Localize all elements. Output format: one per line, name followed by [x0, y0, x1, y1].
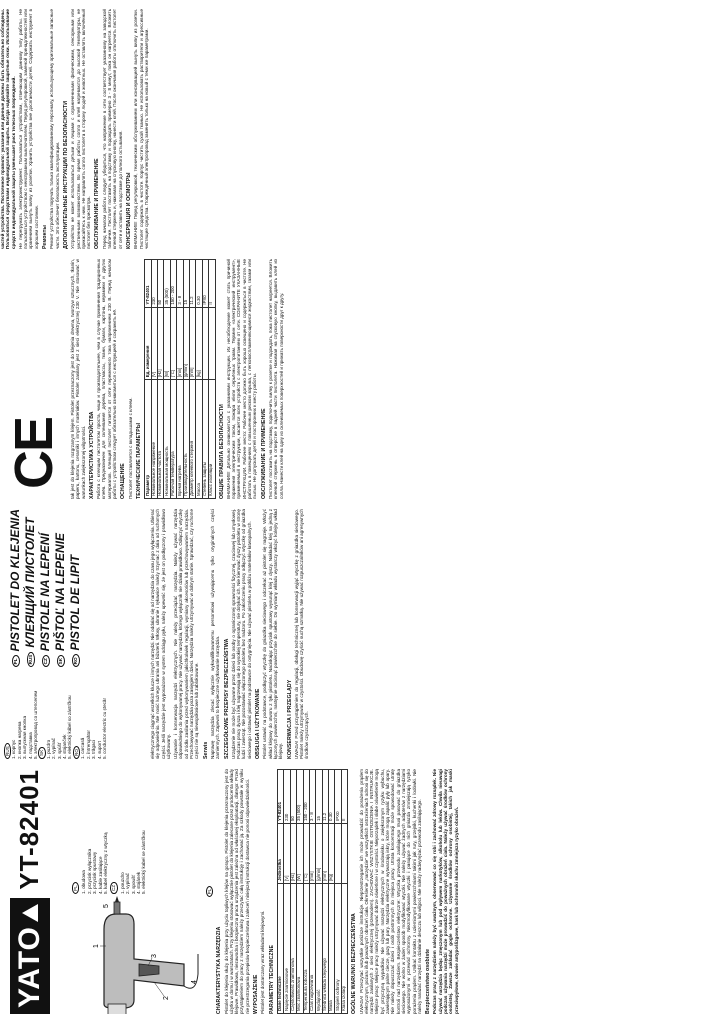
section-text: ВНИМАНИЕ! Детально ознакомиться с указаниями инструкции. Их несоблюдение может стать причиной поражения электрическим током, пожара и/или серьёзных травм. Термин «электрический инструмент», применяемый в инструкции, касается всех устройств с электропитанием от сети. СОХРАНИТЕ УКАЗАННЫЕ ИНСТРУКЦИИ. Рабочее место: Рабочее место должно быть хорошо освещено и содержаться в чистоте. Не работать в помещениях с повышенным риском взрыва, с легковоспламеняющимися жидкостями, газами или пылью. Не допускать детей и посторонних к месту работы.: [225, 259, 258, 499]
svg-text:2: 2: [163, 996, 170, 1000]
titles-block: [0, 509, 150, 759]
part-item: 5. elektrický kabel se zástrčkou: [141, 830, 147, 894]
lang-badge-ru: RUS: [4, 743, 11, 759]
section-title: ОБСЛУЖИВАНИЕ И ПРИМЕНЕНИЕ: [94, 158, 101, 249]
section-text: частей устройства. Постоянное правило: указания или данные должны быть обязательно соблюдены. Пользоваться средствами индивидуальной защиты. Всегда надевайте защитные очки. Использование средств индивидуальной защиты уменьшает риск телесных повреждений.: [0, 9, 16, 249]
spec-table-pl: [277, 769, 348, 1014]
part-item: 2. vypínač: [51, 738, 57, 759]
table-row: Wydajność [g/min] 15: [316, 770, 322, 1014]
section-title: Bezpieczeństwo osobiste: [425, 948, 432, 1014]
part-item: 2. przycisk wyłącznika: [86, 848, 92, 894]
table-row: Moc znamionowa [W] 35 (500): [297, 770, 303, 1014]
svg-text:5: 5: [103, 904, 110, 908]
section-text: Ремонт устройства поручать только квалифицированному персоналу, использующему оригинальные запасные части. Это обеспечит безопасность эксплуатации.: [49, 9, 60, 249]
spec-header: YT-82401: [277, 770, 283, 824]
spec-header: Параметр: [145, 380, 151, 499]
spec-header: Ед. измерения: [145, 307, 151, 380]
part-item: 3. przycisk spustowy: [92, 851, 98, 894]
section-title: PARAMETRY TECHNICZNE: [268, 944, 275, 1014]
lang-badge-pl: PL: [72, 882, 79, 894]
part-item: 1. puzdro: [45, 739, 51, 759]
product-name-pl: PLPISTOLET DO KLEJENIA: [8, 509, 23, 667]
part-item: 4. stojanček: [62, 734, 68, 759]
part-item: 5. conductor electric cu ștecăr: [101, 697, 107, 759]
section-text: Urządzenie nie może być używane przez dzieci lub osoby o ograniczonej sprawności fizycznej, czuciowej lub umysłowej. Podczas pracy dysza i klej nagrzewają się do wysokiej temperatury, nie dotykać ich. Nie kierować dyszy pistoletu w stronę ludzi i zwierząt. Nie pozostawiać włączonego pistoletu bez nadzoru. Po zakończeniu pracy odłączyć wtyczkę od gniazdka sieciowego i odstawić pistolet na podstawce do ostygnięcia. Nie używać pistoletu w pobliżu materiałów łatwopalnych.: [230, 509, 252, 759]
table-row: Napięcie znamionowe [V] 230: [284, 770, 290, 1014]
section-title: SZCZEGÓŁOWE PRZEPISY BEZPIECZEŃSTWA: [223, 638, 230, 759]
product-names: [0, 509, 150, 667]
product-figure: [64, 769, 204, 1014]
section-text: Работа с клеящим пистолетом проста, чище и производительнее, чем в случае применения традиционных клеёв. Предназначен для склеивания дерева, пластмассы, ткани, бумаги, картона, керамики и других материалов. Клеящий пистолет питается от сети переменного тока напряжением 230 В. Перед началом работы с устройством следует обязательно ознакомиться с инструкцией и сохранить её.: [96, 259, 118, 499]
brand-row: [0, 769, 60, 1014]
table-row: Диаметр клеевого стержня [mm] 11.2: [190, 260, 196, 499]
column-polish-cont: [0, 509, 724, 759]
part-item: 2. кнопка нагрева: [16, 721, 22, 759]
parts-legend-ru: [0, 667, 150, 759]
part-item: 2. vypínač: [125, 873, 131, 894]
table-row: Średnica wkładu klejowego [mm] 11.2: [322, 770, 328, 1014]
lang-badge-sk: SK: [38, 747, 45, 759]
section-text: Naprawę narzędzia zlecać wyłącznie wykwalifikowanemu personelowi używającemu tylko oryginalnych części zamiennych. Zapewni to bezpieczne użytkowanie narzędzia.: [209, 509, 221, 759]
part-item: 5. kabel elektryczny z wtyczką: [103, 832, 109, 894]
table-row: Częstotliwość znamionowa [Hz] 50: [290, 770, 296, 1014]
section-text: ВНИМАНИЕ! Перед регулировкой, техническим обслуживанием или консервацией вынуть вилку из розетки. Пистолет содержать в чистоте. Корпус чистить сухой тканью. Не использовать растворители и агрессивные чистящие средства. Повреждённый электропровод заменять только на новый с теми же параметрами.: [133, 9, 149, 249]
spec-header: Jednostka: [277, 823, 283, 883]
section-text: Устройство не может использоваться детьми и лицами с ограниченными физическими, сенсорными или умственными возможностями. Во время работы сопло и клей нагреваются до высокой температуры, не прикасайтесь к ним. Не направлять сопло пистолета в сторону людей и животных. Не оставлять включённый пистолет без присмотра.: [70, 9, 92, 249]
spec-header: Dane techniczne: [277, 883, 283, 1013]
part-item: 4. suport: [96, 741, 102, 759]
table-row: Temperatura robocza [°C] 150 - 200: [303, 770, 309, 1014]
part-item: 3. spúšť: [56, 742, 62, 759]
section-title: КОНСЕРВАЦИЯ И ОСМОТРЫ: [125, 172, 132, 249]
part-item: 1. корпус: [11, 739, 17, 759]
section-title: CHARAKTERYSTYKA NARZĘDZIA: [216, 926, 223, 1014]
section-text: Pistolet jest dostarczany wraz wkładami klejowymi.: [260, 910, 266, 1014]
section-text: Używanie i konserwacja narzędzi elektrycznych. Nie należy przeciążać narzędzia. Należy używać narzędzia odpowiedniego do wykonywanej pracy. Nie używać narzędzia, którego wyłącznik nie działa prawidłowo. Odłączyć wtyczkę od źródła zasilania przed wykonywaniem jakichkolwiek regulacji, wymiany akcesoriów lub przechowywaniem narzędzia. Przechowywać narzędzia poza zasięgiem dzieci. Narzędzia należy utrzymywać w dobrym stanie. Sprawdzać, czy ruchome części nie są niewspółosiowe lub zablokowane.: [173, 509, 200, 759]
product-name-sk: SKPIŠTOĽ NA LEPENIE: [53, 509, 68, 667]
column-russian: [0, 259, 724, 499]
brand-name: YATO: [13, 926, 47, 1008]
section-text: Пистолет поставляется с вкладышами с клеем.: [127, 397, 133, 499]
spec-table-ru: [144, 259, 215, 499]
spec-header: YT-82401: [145, 260, 151, 308]
section-title: KONSERWACJA I PRZEGLĄDY: [286, 679, 293, 759]
table-row: Масса [kg] 0.30: [196, 260, 202, 499]
table-row: Время нагрева [min] 3 - 8: [177, 260, 183, 499]
brand-logo: [10, 898, 50, 1014]
product-name-ro: ROPISTOL DE LIPIT: [68, 509, 83, 667]
section-title: ТЕХНИЧЕСКИЕ ПАРАМЕТРЫ: [135, 422, 142, 499]
table-row: Czas nagrzewania [min] 3 - 8: [309, 770, 315, 1014]
table-row: Номинальная частота [Hz] 50: [158, 260, 164, 499]
table-row: Masa [kg] 0.30: [329, 770, 335, 1014]
section-text: Пистолет поставить на подставку, подключить вилку к розетке и подождать, пока пистолет нагреется. Вложить клеевой стержень в отверстие в задней части пистолета. Нажимая на спусковую кнопку, выдавить клей из сопла. Нанести клей на одну из склеиваемых поверхностей и прижать поверхности друг к другу.: [267, 259, 284, 499]
section-text: Pistolet do klejenia służy do klejenia przy użyciu topliwych klejów na gorąco. Pistolet do klejenia przeznaczony jest do użytku w domu i w warsztatach. Przy klejeniu stosować wyłącznie pistolet do klejenia zalecane przez producenta wkłady klejowe. Prawidłowa, niezawodna i bezpieczna praca urządzenia jest zależna od właściwej eksploatacji, dlatego: Przed przystąpieniem do pracy z narzędziem należy przeczytać całą instrukcję i zachować ją. Za szkody powstałe w wyniku nie przestrzegania przepisów bezpieczeństwa i zaleceń niniejszej instrukcji dostawca nie ponosi odpowiedzialności.: [223, 769, 250, 1014]
part-item: 4. подставка: [27, 732, 33, 759]
section-title: OBSŁUGA I UŻYTKOWANIE: [255, 688, 262, 759]
logo-triangle-icon: [22, 904, 38, 922]
section-title: Serwis: [202, 741, 209, 759]
section-text: Podczas pracy z narzędziem należy być uważnym, obserwować co się robi i zachować zdrowy rozsądek. Nie używać narzędzia będąc zmęczonym lub pod wpływem narkotyków, alkoholu lub leków. Chwila nieuwagi podczas używania narzędzi może prowadzić do poważnych obrażeń ciała. Należy używać środków ochrony osobistej. Zawsze zakładać gogle ochronne. Używanie środków ochrony osobistej, takich jak maski przeciwpyłowe, obuwie antypoślizgowe, kask lub ochronniki słuchu zmniejsza ryzyko obrażeń.: [432, 769, 459, 1014]
svg-text:3: 3: [151, 954, 158, 958]
section-text: elektrycznego ciągnąć wszelkich klucze i innych narzędzi. Nie oddalać się od narzędzia do czasu jego wyłączenia. Ubierać się odpowiednio. Nie nosić luźnego ubrania ani biżuterii. Włosy, ubranie i rękawice należy trzymać z dala od ruchomych części. Jeśli narzędzie jest wyposażone w system odciągu pyłu, należy upewnić się, że jest on podłączony i prawidłowo użytkowany.: [150, 509, 171, 759]
part-item: 5. электропровод со штепселем: [33, 690, 39, 759]
section-title: Ремонты: [42, 225, 49, 249]
section-title: WYPOSAŻENIE: [253, 974, 260, 1014]
part-item: 1. obudowa: [81, 870, 87, 894]
section-text: Перед началом работы следует убедиться, что напряжение в сети соответствует указанному на заводской табличке. Пистолет поставить на подставку и подождать примерно 3 - 8 минут, пока он нагреется. Вложить клеевой стержень и, нажимая на спусковую кнопку, нанести клей. После окончания работы отключить пистолет от сети и оставить на подставке до полного остывания.: [101, 9, 123, 249]
section-text: Не перегружать электроинструмент. Пользоваться устройством, отвечающим данному типу работы. Не пользоваться устройством с неисправным выключателем. Перед регулировкой, заменой принадлежностей или хранением вынуть вилку из розетки. Хранить устройства вне досягаемости детей. Содержать инструмент в хорошем состоянии.: [17, 9, 39, 249]
table-row: Рабочая температура [°C] 150 - 200: [170, 260, 176, 499]
model-number: YT-82401: [14, 769, 45, 890]
section-title: OGÓLNE WARUNKI BEZPIECZEŃSTWA: [351, 913, 358, 1014]
table-row: Класс изоляции II: [209, 260, 215, 499]
part-item: 2. întrerupător: [85, 730, 91, 759]
part-item: 3. trăgaci: [91, 740, 97, 759]
part-item: 1. pouzdro: [119, 872, 125, 894]
column-polish-intro: [0, 769, 724, 1014]
section-text: tak jest do klejenia rozgrzanym klejem. Pistolet przeznaczony jest do klejenia drewna, tworzyw sztucznych, tkanin, papieru, kartonu, ceramiki i innych materiałów. Pistolet zasilany jest z sieci elektrycznej 230 V. Nie stosować w warunkach zwiększonej wilgotności.: [70, 259, 86, 499]
lang-mark-pl: PL: [206, 886, 213, 898]
part-item: 3. spoušť: [130, 874, 136, 894]
section-text: Pistolet ustawić na podstawce, podłączyć wtyczkę do gniazdka sieciowego i odczekać aż pistolet się nagrzeje. Włożyć wkład klejowy do otworu z tyłu pistoletu. Naciskając przycisk spustowy wysunąć klej z dyszy. Nakładać klej na jedną z łączonych powierzchni, następnie docisnąć powierzchnie do siebie. Do wymiany wkładu wystarczy włożyć kolejny wkład klejowy.: [262, 509, 284, 759]
svg-text:4: 4: [191, 980, 198, 984]
part-item: 5. elektrický kábel so zástrčkou: [67, 695, 73, 759]
section-title: ХАРАКТЕРИСТИКА УСТРОЙСТВА: [88, 411, 95, 499]
table-row: Stopień ochrony IPX0: [335, 770, 341, 1014]
section-text: UWAGA! Przeczytać wszystkie poniższe instrukcje. Nieprzestrzeganie ich może prowadzić do porażenia prądem elektrycznym, pożaru i/lub poważnych obrażeń ciała. Określenie „narzędzie” we wszystkich ostrzeżeniach odnosi się do narzędzi zasilanych z sieci elektrycznej (przewodem). ZACHOWAĆ WSZYSTKIE OSTRZEŻENIA I INSTRUKCJE. Miejsce pracy: Miejsce pracy należy utrzymywać dobrze oświetlone i w czystości. Nieporządek i słabe oświetlenie mogą być przyczyną wypadków. Nie używać narzędzi elektrycznych w środowisku o zwiększonym ryzyku wybuchu, zawierającym palne ciecze, gazy lub pary. Narzędzia elektryczne wytwarzają iskry, które mogą zapalić pyły lub opary. Nie należy dopuszczać dzieci i osób postronnych do miejsca pracy. Utrata koncentracji może spowodować utratę kontroli nad narzędziem. Bezpieczeństwo elektryczne: Wtyczka przewodu zasilającego musi pasować do gniazdka sieciowego. Nie wolno w żaden sposób modyfikować wtyczki. Nie należy używać żadnych adapterów z narzędziami wyposażonymi w przewód ochronny. Niezmodyfikowane wtyczki i pasujące do nich gniazda zmniejszają ryzyko porażenia prądem. Unikać kontaktu z uziemionymi powierzchniami takimi jak rury, grzejniki, kuchenki i lodówki. Nie należy narażać narzędzi na działanie deszczu lub wilgoci. Nie należy nadwyrężać przewodu zasilającego.: [358, 769, 422, 1014]
table-row: Производительность [g/min] 15: [183, 260, 189, 499]
lang-badge-cz: CZ: [110, 882, 117, 894]
glue-gun-illustration-icon: [64, 894, 204, 1014]
part-item: 4. stojánek: [136, 871, 142, 894]
product-name-ru: RUSКЛЕЯЩИЙ ПИСТОЛЕТ: [23, 509, 38, 667]
table-row: Степень защиты IPX0: [202, 260, 208, 499]
table-row: Номинальная мощность [W] 35 (500): [164, 260, 170, 499]
column-russian-cont: [0, 9, 724, 249]
product-name-cz: CZPISTOLE NA LEPENÍ: [38, 509, 53, 667]
lang-badge-ro: RO: [73, 746, 80, 759]
svg-text:1: 1: [93, 944, 100, 948]
part-item: 4. kable zasilające: [97, 856, 103, 894]
section-title: ОСНАЩЕНИЕ: [120, 463, 127, 499]
part-item: 1. carcasă: [80, 737, 86, 759]
table-row: Номинальное напряжение [V] 230: [151, 260, 157, 499]
section-title: ОБСЛУЖИВАНИЕ И ПРИМЕНЕНИЕ: [260, 408, 267, 499]
table-row: Klasa izolacji II: [341, 770, 347, 1014]
part-item: 3. выпускная кнопка: [22, 716, 28, 759]
section-text: UWAGA! Przed przystąpieniem do regulacji, obsługi technicznej lub konserwacji wyjąć wtyczkę z gniazdka sieciowego. Pistolet należy utrzymywać w czystości. Obudowę czyścić suchą szmatką. Nie używać rozpuszczalników ani agresywnych środków czyszczących.: [293, 509, 310, 759]
section-title: ДОПОЛНИТЕЛЬНЫЕ ИНСТРУКЦИИ ПО БЕЗОПАСНОСТИ: [62, 100, 69, 249]
parts-legend-pl: [70, 774, 147, 894]
ce-mark: CE: [4, 417, 65, 489]
section-title: ОБЩИЕ ПРАВИЛА БЕЗОПАСНОСТИ: [218, 404, 225, 499]
